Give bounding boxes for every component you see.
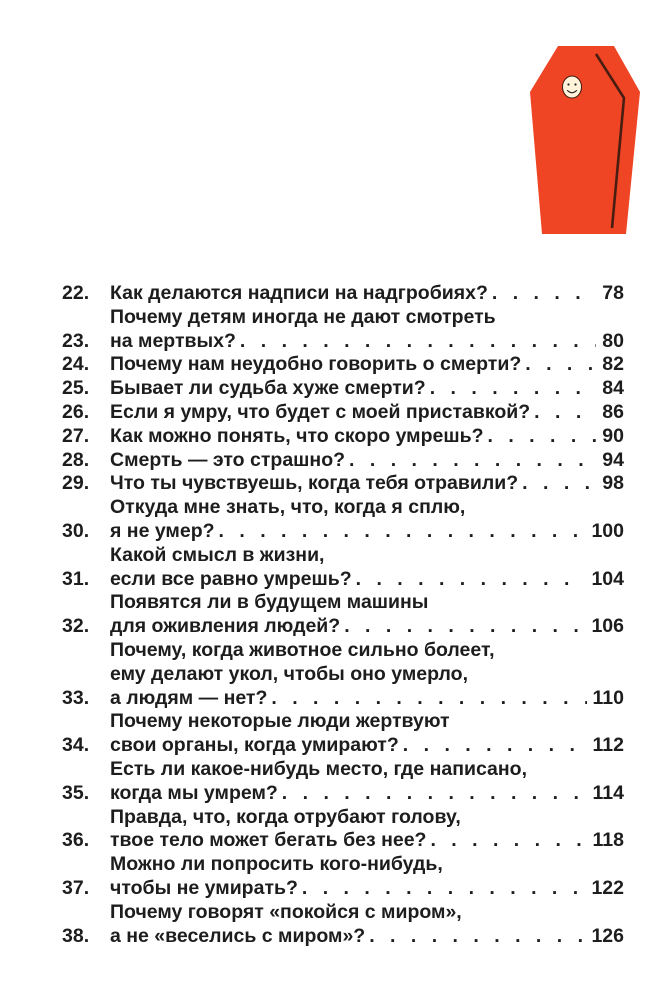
toc-entry-title xyxy=(110,591,624,639)
toc-entry-title-line: Бывает ли судьба хуже смерти? xyxy=(110,377,426,400)
toc-entry-page-number: 86 xyxy=(602,400,624,423)
toc-entry-page-number: 78 xyxy=(602,282,624,304)
toc-entry-title-line: свои органы, когда умирают? xyxy=(110,734,399,757)
toc-entry-page-number: 112 xyxy=(592,734,624,757)
toc-entry-title xyxy=(110,377,624,401)
toc-entry-title xyxy=(110,806,624,854)
toc-entry-title xyxy=(110,425,624,449)
toc-entry-title xyxy=(110,401,624,425)
toc-entry-title-line: Правда, что, когда отрубают голову, xyxy=(110,805,461,828)
toc-entry-number: 33. xyxy=(62,686,90,709)
toc-entry-page-number: 98 xyxy=(602,472,624,495)
toc-entry-page-number: 118 xyxy=(592,829,624,852)
toc-entry-title-line: Что ты чувствуешь, когда тебя отравили? xyxy=(110,472,519,495)
toc-entry-number: 36. xyxy=(62,829,90,852)
toc-entry-title-line: Есть ли какое-нибудь место, где написано, xyxy=(110,757,527,780)
toc-entry-title-line: Почему говорят «покойся с миром», xyxy=(110,900,462,923)
toc-entry-title xyxy=(110,639,624,710)
toc-entry-title-line: Как можно понять, что скоро умрешь? xyxy=(110,424,484,447)
toc-entry-title xyxy=(110,710,624,758)
dot-leader xyxy=(356,568,586,592)
toc-entry-title xyxy=(110,496,624,544)
toc-entry-number: 23. xyxy=(62,329,90,352)
toc-entry-title-line: Почему некоторые люди жертвуют xyxy=(110,710,450,733)
table-of-contents xyxy=(62,282,624,948)
toc-entry-page-number: 126 xyxy=(591,924,624,947)
toc-entry-number: 28. xyxy=(62,448,90,471)
dot-leader xyxy=(534,401,596,425)
toc-entry[interactable] xyxy=(62,496,624,544)
toc-entry[interactable] xyxy=(62,353,624,377)
dot-leader xyxy=(369,925,585,949)
toc-entry-page-number: 80 xyxy=(602,329,624,352)
toc-entry-page-number: 100 xyxy=(591,519,624,542)
toc-entry-title-line: Почему нам неудобно говорить о смерти? xyxy=(110,353,522,376)
dot-leader xyxy=(349,449,596,473)
toc-entry[interactable] xyxy=(62,639,624,710)
toc-entry-number: 35. xyxy=(62,781,90,804)
toc-entry-page-number: 84 xyxy=(602,377,624,400)
toc-entry-title-line: когда мы умрем? xyxy=(110,781,278,804)
toc-entry-title-line: для оживления людей? xyxy=(110,615,341,638)
toc-entry-number: 32. xyxy=(62,615,90,638)
dot-leader xyxy=(403,734,587,758)
dot-leader xyxy=(430,377,597,401)
dot-leader xyxy=(525,353,596,377)
toc-entry[interactable] xyxy=(62,306,624,354)
toc-entry-number: 29. xyxy=(62,472,90,495)
toc-entry-title xyxy=(110,544,624,592)
toc-entry[interactable] xyxy=(62,282,624,306)
right-eye xyxy=(574,83,576,85)
toc-entry-title-line: Появятся ли в будущем машины xyxy=(110,591,429,614)
toc-entry-title-line: твое тело может бегать без нее? xyxy=(110,829,427,852)
toc-entry-title xyxy=(110,282,624,306)
toc-entry-title xyxy=(110,853,624,901)
toc-entry-page-number: 94 xyxy=(602,448,624,471)
toc-entry-page-number: 104 xyxy=(591,567,624,590)
toc-entry-title-line: Смерть — это страшно? xyxy=(110,448,346,471)
toc-entry[interactable] xyxy=(62,853,624,901)
toc-entry[interactable] xyxy=(62,901,624,949)
dot-leader xyxy=(522,472,596,496)
toc-entry-number: 26. xyxy=(62,400,90,423)
toc-entry[interactable] xyxy=(62,544,624,592)
toc-entry[interactable] xyxy=(62,591,624,639)
dot-leader xyxy=(302,877,586,901)
toc-entry-title-line: Какой смысл в жизни, xyxy=(110,543,325,566)
dot-leader xyxy=(344,615,585,639)
dot-leader xyxy=(240,330,596,354)
toc-entry-number: 34. xyxy=(62,734,90,757)
toc-entry-title xyxy=(110,353,624,377)
dot-leader xyxy=(271,687,586,711)
toc-entry-page-number: 106 xyxy=(591,615,624,638)
toc-entry[interactable] xyxy=(62,758,624,806)
toc-entry-title-line: я не умер? xyxy=(110,519,215,542)
toc-entry-title-line: если все равно умрешь? xyxy=(110,567,352,590)
dot-leader xyxy=(219,520,586,544)
toc-entry-title-line: Можно ли попросить кого-нибудь, xyxy=(110,853,443,876)
toc-entry-title-line: Если я умру, что будет с моей приставкой? xyxy=(110,400,531,423)
toc-entry-title-line: Откуда мне знать, что, когда я сплю, xyxy=(110,496,466,519)
face xyxy=(563,76,582,98)
toc-entry-page-number: 122 xyxy=(591,876,624,899)
toc-entry-title-line: чтобы не умирать? xyxy=(110,876,298,899)
toc-entry-page-number: 114 xyxy=(592,781,624,804)
toc-entry-title-line: а людям — нет? xyxy=(110,686,268,709)
coffin-body xyxy=(530,46,640,234)
toc-entry-page-number: 82 xyxy=(602,353,624,376)
coffin-with-smiling-face-icon xyxy=(522,40,648,235)
toc-entry[interactable] xyxy=(62,806,624,854)
toc-entry-number: 25. xyxy=(62,377,90,400)
toc-entry-title xyxy=(110,758,624,806)
toc-entry-page-number: 110 xyxy=(592,686,624,709)
toc-entry-title-line: Почему, когда животное сильно болеет, xyxy=(110,638,495,661)
dot-leader xyxy=(430,829,586,853)
toc-entry-number: 31. xyxy=(62,567,90,590)
toc-entry-number: 38. xyxy=(62,924,90,947)
toc-entry-title-line: Почему детям иногда не дают смотреть xyxy=(110,305,496,328)
toc-entry-number: 37. xyxy=(62,876,90,899)
toc-entry-title-line: Как делаются надписи на надгробиях? xyxy=(110,282,488,304)
left-eye xyxy=(567,83,569,85)
toc-entry-number: 30. xyxy=(62,519,90,542)
toc-entry-number: 22. xyxy=(62,282,90,304)
dot-leader xyxy=(282,782,587,806)
toc-entry-title-line: на мертвых? xyxy=(110,329,236,352)
toc-entry-title xyxy=(110,449,624,473)
toc-entry[interactable] xyxy=(62,472,624,496)
toc-entry[interactable] xyxy=(62,449,624,473)
toc-entry[interactable] xyxy=(62,401,624,425)
toc-entry-title xyxy=(110,306,624,354)
toc-entry-title-line: ему делают укол, чтобы оно умерло, xyxy=(110,662,469,685)
toc-entry-number: 24. xyxy=(62,353,90,376)
toc-entry-page-number: 90 xyxy=(602,424,624,447)
dot-leader xyxy=(488,425,597,449)
toc-entry-number: 27. xyxy=(62,424,90,447)
toc-entry[interactable] xyxy=(62,710,624,758)
toc-entry[interactable] xyxy=(62,425,624,449)
toc-entry-title xyxy=(110,472,624,496)
dot-leader xyxy=(492,282,596,306)
toc-entry-title-line: а не «веселись с миром»? xyxy=(110,924,366,947)
toc-entry[interactable] xyxy=(62,377,624,401)
toc-entry-title xyxy=(110,901,624,949)
